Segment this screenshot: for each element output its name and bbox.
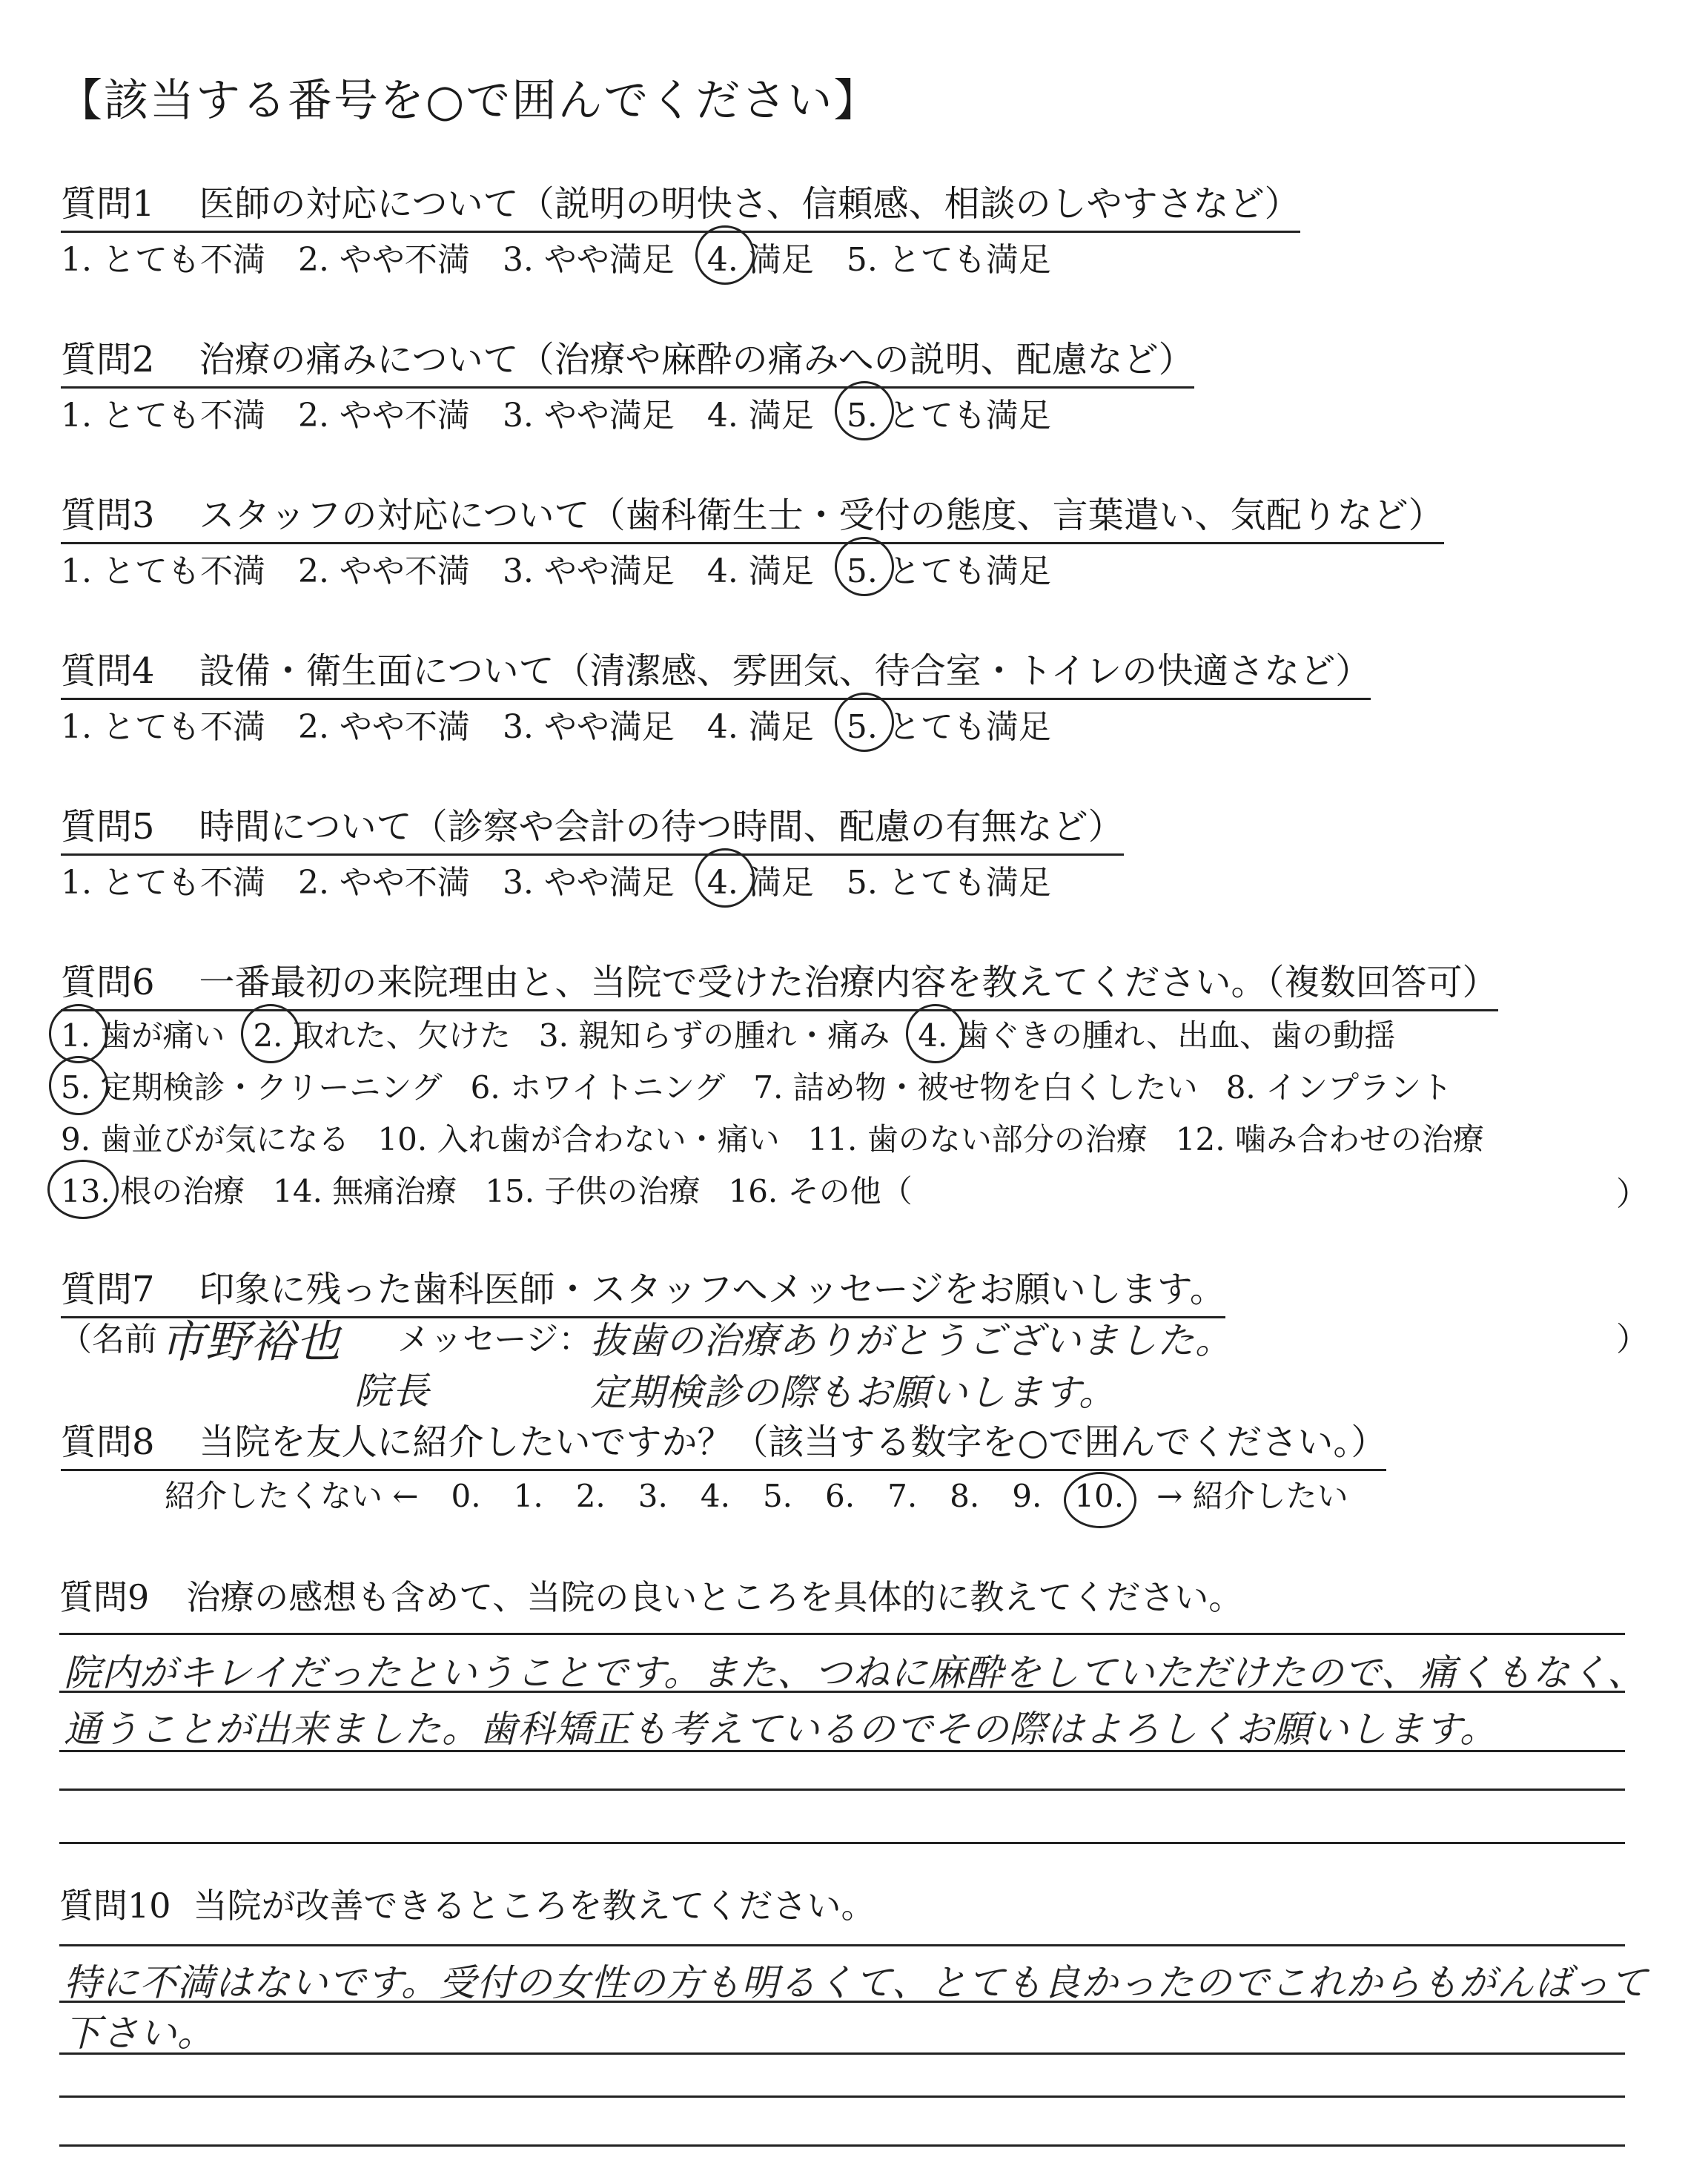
question-9-number: 質問9 bbox=[59, 1577, 150, 1617]
q6-row-3 bbox=[61, 1115, 1512, 1160]
q8-option-9[interactable]: 9. bbox=[1012, 1478, 1042, 1514]
q5-option-2[interactable]: 2. やや不満 bbox=[297, 864, 470, 902]
question-2-text: 治療の痛みについて（治療や麻酔の痛みへの説明、配慮など） bbox=[199, 339, 1194, 380]
q6-option-1[interactable]: 1. 歯が痛い bbox=[61, 1011, 225, 1056]
q4-option-2[interactable]: 2. やや不満 bbox=[297, 708, 470, 746]
q8-option-10[interactable]: 10. bbox=[1074, 1478, 1125, 1514]
q6-option-9[interactable]: 9. 歯並びが気になる bbox=[61, 1121, 350, 1157]
q2-option-5[interactable]: 5. とても満足 bbox=[847, 389, 1051, 436]
question-2-options bbox=[61, 389, 1084, 436]
question-1-number: 質問1 bbox=[61, 183, 155, 225]
q2-option-1[interactable]: 1. とても不満 bbox=[61, 397, 265, 435]
question-4-title bbox=[61, 642, 1371, 700]
q3-option-1[interactable]: 1. とても不満 bbox=[61, 552, 265, 590]
q1-option-4[interactable]: 4. 満足 bbox=[707, 233, 814, 280]
question-10-text: 当院が改善できるところを教えてください。 bbox=[193, 1886, 875, 1926]
q6-option-6[interactable]: 6. ホワイトニング bbox=[470, 1069, 726, 1106]
question-7-number: 質問7 bbox=[61, 1269, 155, 1310]
q6-option-11[interactable]: 11. 歯のない部分の治療 bbox=[807, 1121, 1148, 1157]
q6-row-4 bbox=[61, 1167, 941, 1212]
q10-rule-1 bbox=[59, 1944, 1625, 1946]
question-3-number: 質問3 bbox=[61, 495, 155, 536]
q8-option-3[interactable]: 3. bbox=[638, 1478, 668, 1514]
q10-rule-4 bbox=[59, 2095, 1625, 2098]
q1-option-5[interactable]: 5. とても満足 bbox=[846, 241, 1051, 279]
question-2-number: 質問2 bbox=[61, 339, 155, 380]
q10-answer-line-1[interactable]: 特に不満はないです。受付の女性の方も明るくて、とても良かったのでこれからもがんばって bbox=[64, 1961, 1648, 2004]
question-4-text: 設備・衛生面について（清潔感、雰囲気、待合室・トイレの快適さなど） bbox=[199, 650, 1371, 692]
q1-option-3[interactable]: 3. やや満足 bbox=[502, 241, 675, 279]
q2-option-3[interactable]: 3. やや満足 bbox=[502, 397, 675, 435]
q3-option-3[interactable]: 3. やや満足 bbox=[502, 552, 675, 590]
q8-scale bbox=[165, 1472, 1381, 1516]
q3-option-5[interactable]: 5. とても満足 bbox=[847, 544, 1051, 592]
question-4-number: 質問4 bbox=[61, 650, 155, 692]
q8-right-label: → 紹介したい bbox=[1156, 1478, 1348, 1514]
q7-close-paren: ） bbox=[1616, 1321, 1649, 1358]
q10-rule-3 bbox=[59, 2052, 1625, 2055]
q8-option-2[interactable]: 2. bbox=[575, 1478, 606, 1514]
q5-option-5[interactable]: 5. とても満足 bbox=[846, 864, 1051, 902]
q7-form-line bbox=[59, 1312, 157, 1360]
q7-name-value[interactable]: 市野裕也 bbox=[160, 1316, 341, 1368]
page-title: 【該当する番号を○で囲んでください】 bbox=[58, 75, 880, 127]
q6-option-12[interactable]: 12. 噛み合わせの治療 bbox=[1175, 1121, 1484, 1157]
q6-option-16[interactable]: 16. その他（ bbox=[728, 1173, 913, 1209]
question-6-number: 質問6 bbox=[61, 962, 155, 1003]
q10-answer-line-2[interactable]: 下さい。 bbox=[64, 2012, 215, 2055]
q6-option-10[interactable]: 10. 入れ歯が合わない・痛い bbox=[377, 1121, 780, 1157]
q8-option-6[interactable]: 6. bbox=[825, 1478, 855, 1514]
q6-option-4[interactable]: 4. 歯ぐきの腫れ、出血、歯の動揺 bbox=[918, 1011, 1395, 1056]
q2-option-2[interactable]: 2. やや不満 bbox=[297, 397, 470, 435]
q6-option-2[interactable]: 2. 取れた、欠けた bbox=[253, 1011, 510, 1056]
q10-rule-2 bbox=[59, 2001, 1625, 2003]
q1-option-2[interactable]: 2. やや不満 bbox=[297, 241, 470, 279]
question-8-text: 当院を友人に紹介したいですか？（該当する数字を○で囲んでください。） bbox=[199, 1421, 1387, 1463]
q8-left-label: 紹介したくない ← bbox=[165, 1478, 419, 1514]
q5-option-4[interactable]: 4. 満足 bbox=[707, 856, 814, 903]
q8-option-1[interactable]: 1. bbox=[513, 1478, 543, 1514]
q9-rule-2 bbox=[59, 1691, 1625, 1693]
question-8-number: 質問8 bbox=[61, 1421, 155, 1463]
q4-option-1[interactable]: 1. とても不満 bbox=[61, 708, 265, 746]
question-8-title bbox=[61, 1413, 1386, 1471]
question-4-options bbox=[61, 700, 1084, 747]
q9-rule-1 bbox=[59, 1633, 1625, 1635]
q3-option-4[interactable]: 4. 満足 bbox=[706, 552, 814, 590]
question-1-title bbox=[61, 175, 1300, 233]
question-1-text: 医師の対応について（説明の明快さ、信頼感、相談のしやすさなど） bbox=[199, 183, 1300, 225]
q9-answer-line-2[interactable]: 通うことが出来ました。歯科矯正も考えているのでその際はよろしくお願いします。 bbox=[64, 1708, 1497, 1751]
q6-row-2 bbox=[61, 1063, 1480, 1108]
question-10-number: 質問10 bbox=[59, 1886, 171, 1926]
q6-other-close-paren: ） bbox=[1616, 1175, 1649, 1213]
q7-message-label: メッセージ： bbox=[397, 1321, 592, 1358]
q6-option-7[interactable]: 7. 詰め物・被せ物を白くしたい bbox=[753, 1069, 1198, 1106]
q7-message-line-2[interactable]: 定期検診の際もお願いします。 bbox=[590, 1371, 1116, 1414]
q6-option-15[interactable]: 15. 子供の治療 bbox=[485, 1173, 701, 1209]
q7-name-sub[interactable]: 院長 bbox=[354, 1370, 430, 1413]
q7-message-line-1[interactable]: 抜歯の治療ありがとうございました。 bbox=[590, 1319, 1233, 1362]
question-3-text: スタッフの対応について（歯科衛生士・受付の態度、言葉遣い、気配りなど） bbox=[199, 495, 1444, 536]
question-3-title bbox=[61, 486, 1444, 544]
q9-rule-4 bbox=[59, 1789, 1625, 1791]
q1-option-1[interactable]: 1. とても不満 bbox=[61, 241, 265, 279]
question-3-options bbox=[61, 544, 1084, 592]
q6-row-1 bbox=[61, 1011, 1423, 1056]
q6-option-8[interactable]: 8. インプラント bbox=[1225, 1069, 1453, 1106]
q8-option-7[interactable]: 7. bbox=[887, 1478, 918, 1514]
q5-option-3[interactable]: 3. やや満足 bbox=[502, 864, 675, 902]
q10-rule-5 bbox=[59, 2144, 1625, 2147]
q8-option-8[interactable]: 8. bbox=[950, 1478, 980, 1514]
q5-option-1[interactable]: 1. とても不満 bbox=[61, 864, 265, 902]
question-6-title bbox=[61, 954, 1498, 1011]
q9-answer-line-1[interactable]: 院内がキレイだったということです。また、つねに麻酔をしていただけたので、痛くもなく、 bbox=[64, 1651, 1645, 1694]
question-7-text: 印象に残った歯科医師・スタッフへメッセージをお願いします。 bbox=[199, 1269, 1225, 1310]
q7-name-label: （名前 bbox=[59, 1321, 157, 1358]
question-9-text: 治療の感想も含めて、当院の良いところを具体的に教えてください。 bbox=[186, 1577, 1243, 1617]
question-9-title bbox=[59, 1571, 1242, 1619]
q4-option-4[interactable]: 4. 満足 bbox=[706, 708, 814, 746]
q6-option-3[interactable]: 3. 親知らずの腫れ・痛み bbox=[538, 1017, 890, 1054]
q6-option-13[interactable]: 13. 根の治療 bbox=[61, 1167, 245, 1212]
question-5-title bbox=[61, 798, 1124, 856]
question-6-text: 一番最初の来院理由と、当院で受けた治療内容を教えてください。（複数回答可） bbox=[199, 962, 1498, 1003]
q3-option-2[interactable]: 2. やや不満 bbox=[297, 552, 470, 590]
question-2-title bbox=[61, 331, 1194, 389]
q9-rule-3 bbox=[59, 1750, 1625, 1752]
question-10-title bbox=[59, 1879, 875, 1928]
q8-option-5[interactable]: 5. bbox=[762, 1478, 793, 1514]
q8-option-4[interactable]: 4. bbox=[700, 1478, 730, 1514]
question-5-number: 質問5 bbox=[61, 806, 155, 848]
q8-option-0[interactable]: 0. bbox=[451, 1478, 481, 1514]
q6-option-14[interactable]: 14. 無痛治療 bbox=[273, 1173, 457, 1209]
q4-option-3[interactable]: 3. やや満足 bbox=[502, 708, 675, 746]
q4-option-5[interactable]: 5. とても満足 bbox=[847, 700, 1051, 747]
question-1-options bbox=[61, 233, 1084, 280]
q9-rule-5 bbox=[59, 1842, 1625, 1844]
question-5-options bbox=[61, 856, 1084, 903]
q6-option-5[interactable]: 5. 定期検診・クリーニング bbox=[61, 1063, 443, 1108]
question-5-text: 時間について（診察や会計の待つ時間、配慮の有無など） bbox=[199, 806, 1124, 848]
q2-option-4[interactable]: 4. 満足 bbox=[706, 397, 814, 435]
